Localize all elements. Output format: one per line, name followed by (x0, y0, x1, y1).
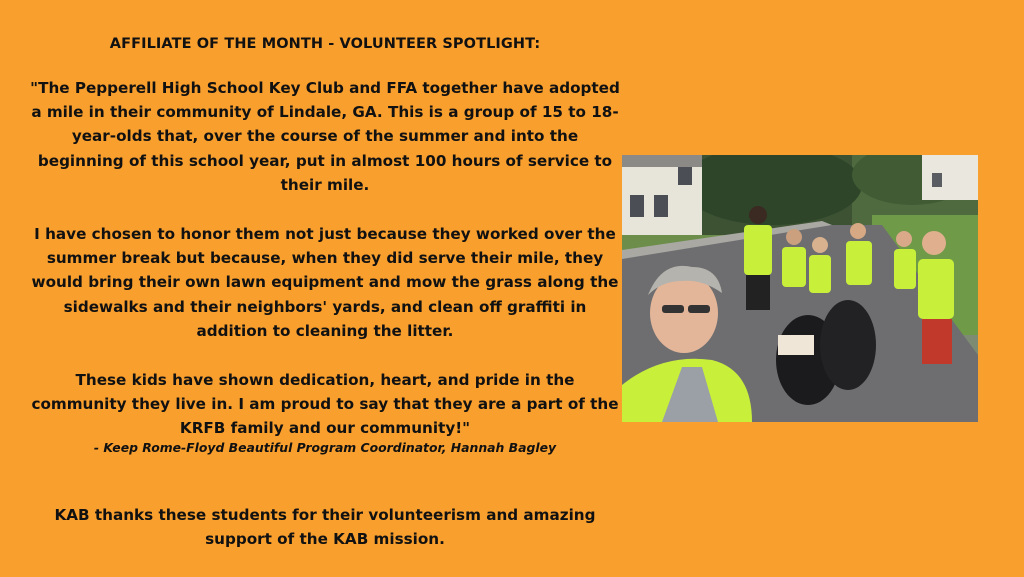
quote-paragraph-1: "The Pepperell High School Key Club and FFA together have adopted a mile in their community of Lindale, GA. This is a group of 15 to 18-year-olds that, over the course of the summer and into the beginning of this school year, put in almost 100 hours of service to their mile. (30, 79, 620, 194)
spotlight-heading: AFFILIATE OF THE MONTH - VOLUNTEER SPOTLIGHT: (109, 36, 541, 52)
volunteer-group-photo (622, 155, 978, 422)
quote-attribution: - Keep Rome-Floyd Beautiful Program Coordinator, Hannah Bagley (93, 440, 557, 455)
quote-paragraph-3: These kids have shown dedication, heart, and pride in the community they live in. I am proud to say that they are a part of the KRFB family and our community!" (31, 371, 619, 438)
quote-paragraph-2: I have chosen to honor them not just because they worked over the summer break but because, when they did serve their mile, they would bring their own lawn equipment and mow the grass along the sidewalks and their neighbors' yards, and clean off graffiti in addition to cleaning the litter. (31, 225, 619, 340)
closing-message: KAB thanks these students for their volunteerism and amazing support of the KAB mission. (54, 506, 596, 549)
volunteer-group-photo-illustration (622, 155, 978, 422)
